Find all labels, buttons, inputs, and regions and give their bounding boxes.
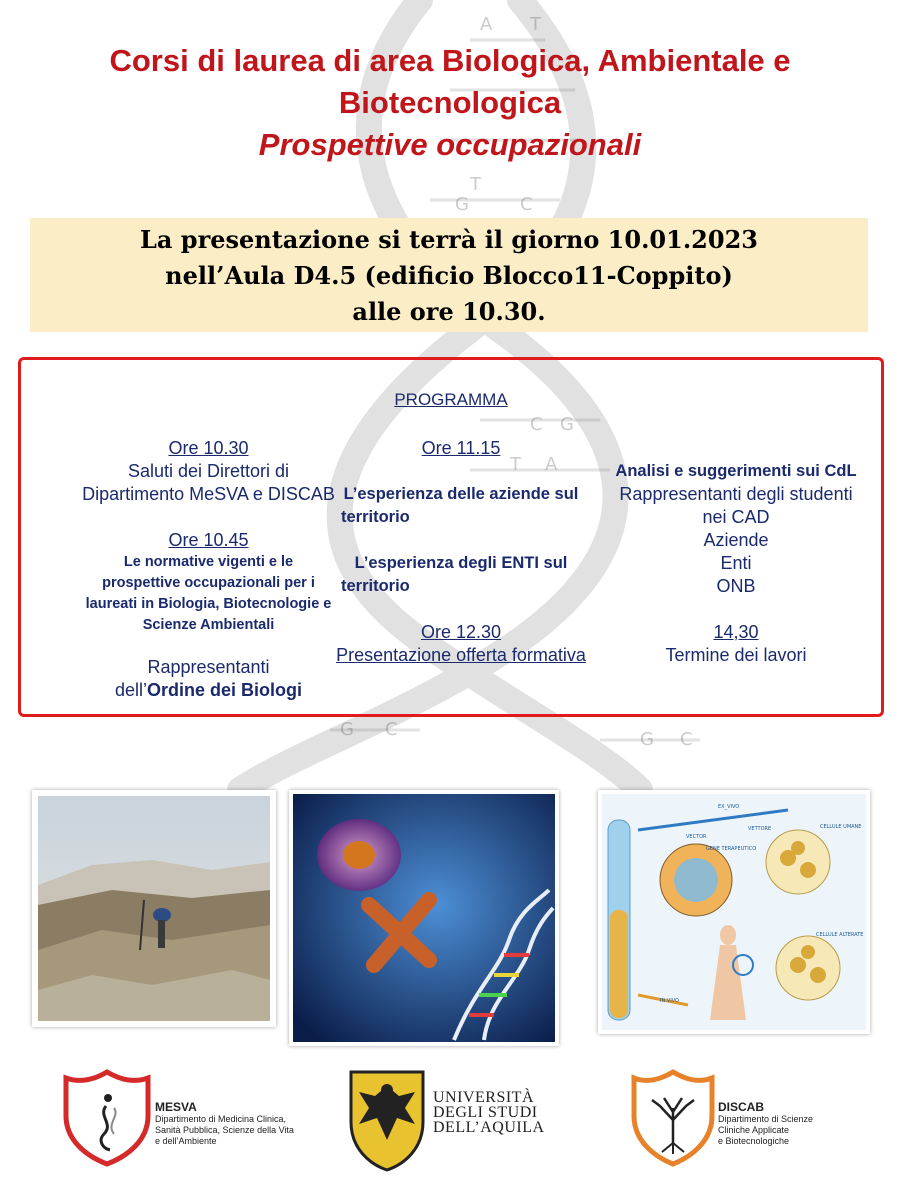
students-line-1: Rappresentanti degli studenti	[619, 484, 853, 504]
discab-tree-logo	[630, 1068, 716, 1168]
regulations-line-3: laureati in Biologia, Biotecnologie e	[85, 596, 332, 612]
onb-item: ONB	[716, 576, 756, 596]
svg-text:T: T	[470, 174, 481, 195]
programme-column-3	[601, 437, 871, 667]
companies-line-1: L’esperienza delle aziende sul	[343, 485, 579, 503]
svg-text:T: T	[530, 14, 541, 35]
time-1045: Ore 10.45	[168, 530, 249, 550]
training-offer: Presentazione offerta formativa	[336, 645, 586, 665]
announcement-box	[30, 218, 868, 332]
label-vector: VECTOR	[686, 834, 707, 840]
regulations-line-1: Le normative vigenti e le	[123, 554, 294, 570]
time-1230: Ore 12.30	[420, 622, 502, 642]
gene-therapy-diagram	[598, 790, 870, 1034]
uni-line-1: UNIVERSITÀ	[433, 1089, 534, 1106]
entities-line-2: territorio	[341, 577, 410, 595]
label-cellule-alterate: CELLULE ALTERATE	[816, 932, 864, 938]
label-gene-terapeutico: GENE TERAPEUTICO	[706, 846, 757, 852]
univaq-eagle-logo	[345, 1066, 429, 1174]
svg-text:G: G	[455, 194, 469, 215]
svg-text:A: A	[480, 14, 493, 35]
greetings-line-2: Dipartimento MeSVA e DISCAB	[82, 484, 335, 504]
svg-text:C: C	[385, 719, 398, 740]
mesva-text	[155, 1100, 294, 1147]
biologists-order: Ordine dei Biologi	[147, 680, 303, 700]
svg-text:T: T	[510, 454, 521, 475]
regulations-line-2: prospettive occupazionali per i	[102, 575, 315, 591]
svg-text:C: C	[530, 414, 543, 435]
field-work-photo	[32, 790, 276, 1027]
announcement-line-1: La presentazione si terrà il giorno 10.01.2023	[140, 225, 758, 254]
title-line-1: Corsi di laurea di area Biologica, Ambientale e	[109, 43, 791, 78]
title-line-2: Biotecnologica	[338, 85, 562, 120]
entities-line-1: L’esperienza degli ENTI sul	[354, 554, 568, 572]
time-1430: 14,30	[713, 622, 759, 642]
students-line-2: nei CAD	[702, 507, 770, 527]
label-vettore: VETTORE	[748, 826, 772, 832]
regulations-line-4: Scienze Ambientali	[142, 617, 275, 633]
greetings-line-1: Saluti dei Direttori di	[127, 461, 290, 481]
label-in-vivo: IN VIVO	[660, 998, 679, 1004]
label-ex-vivo: EX_VIVO	[718, 804, 740, 810]
time-1030: Ore 10.30	[168, 438, 249, 458]
programme-box	[18, 357, 884, 717]
svg-text:G: G	[560, 414, 574, 435]
photos-row	[0, 787, 900, 1047]
time-1115: Ore 11.15	[421, 438, 501, 458]
svg-text:A: A	[545, 454, 558, 475]
discab-desc-1: Dipartimento di Scienze	[718, 1114, 814, 1124]
univaq-text	[433, 1090, 545, 1135]
programme-title: PROGRAMMA	[394, 390, 508, 409]
entities-item: Enti	[720, 553, 752, 573]
title-block	[40, 40, 860, 166]
discab-desc-3: e Biotecnologiche	[718, 1136, 790, 1146]
uni-line-2: DEGLI STUDI	[433, 1104, 538, 1121]
announcement-line-3: alle ore 10.30.	[352, 297, 546, 326]
biologists-order-line	[61, 679, 356, 702]
mesva-desc-1: Dipartimento di Medicina Clinica,	[155, 1114, 287, 1124]
label-cellule-umane: CELLULE UMANE	[820, 824, 862, 830]
svg-text:G: G	[340, 719, 354, 740]
analysis-heading: Analisi e suggerimenti sui CdL	[615, 462, 857, 480]
biologists-prefix: dell’	[114, 680, 147, 700]
svg-text:C: C	[520, 194, 533, 215]
mesva-desc-2: Sanità Pubblica, Scienze della Vita	[155, 1125, 294, 1135]
svg-text:G: G	[640, 729, 654, 750]
discab-text	[718, 1100, 813, 1147]
mesva-name: MESVA	[155, 1100, 197, 1114]
closing-line: Termine dei lavori	[665, 645, 807, 665]
discab-desc-2: Cliniche Applicate	[718, 1125, 790, 1135]
programme-column-2	[311, 437, 611, 667]
announcement-line-2: nell’Aula D4.5 (edificio Blocco11-Coppito)	[165, 261, 733, 290]
representatives-line: Rappresentanti	[147, 657, 270, 677]
logos-row	[0, 1060, 900, 1190]
companies-item: Aziende	[703, 530, 769, 550]
uni-line-3: DELL’AQUILA	[433, 1119, 545, 1136]
companies-line-2: territorio	[341, 508, 410, 526]
discab-name: DISCAB	[718, 1100, 765, 1114]
mesva-shield-logo	[62, 1068, 152, 1168]
biotech-illustration	[289, 790, 559, 1046]
svg-text:C: C	[680, 729, 693, 750]
mesva-desc-3: e dell’Ambiente	[155, 1136, 217, 1146]
subtitle: Prospettive occupazionali	[258, 127, 642, 162]
